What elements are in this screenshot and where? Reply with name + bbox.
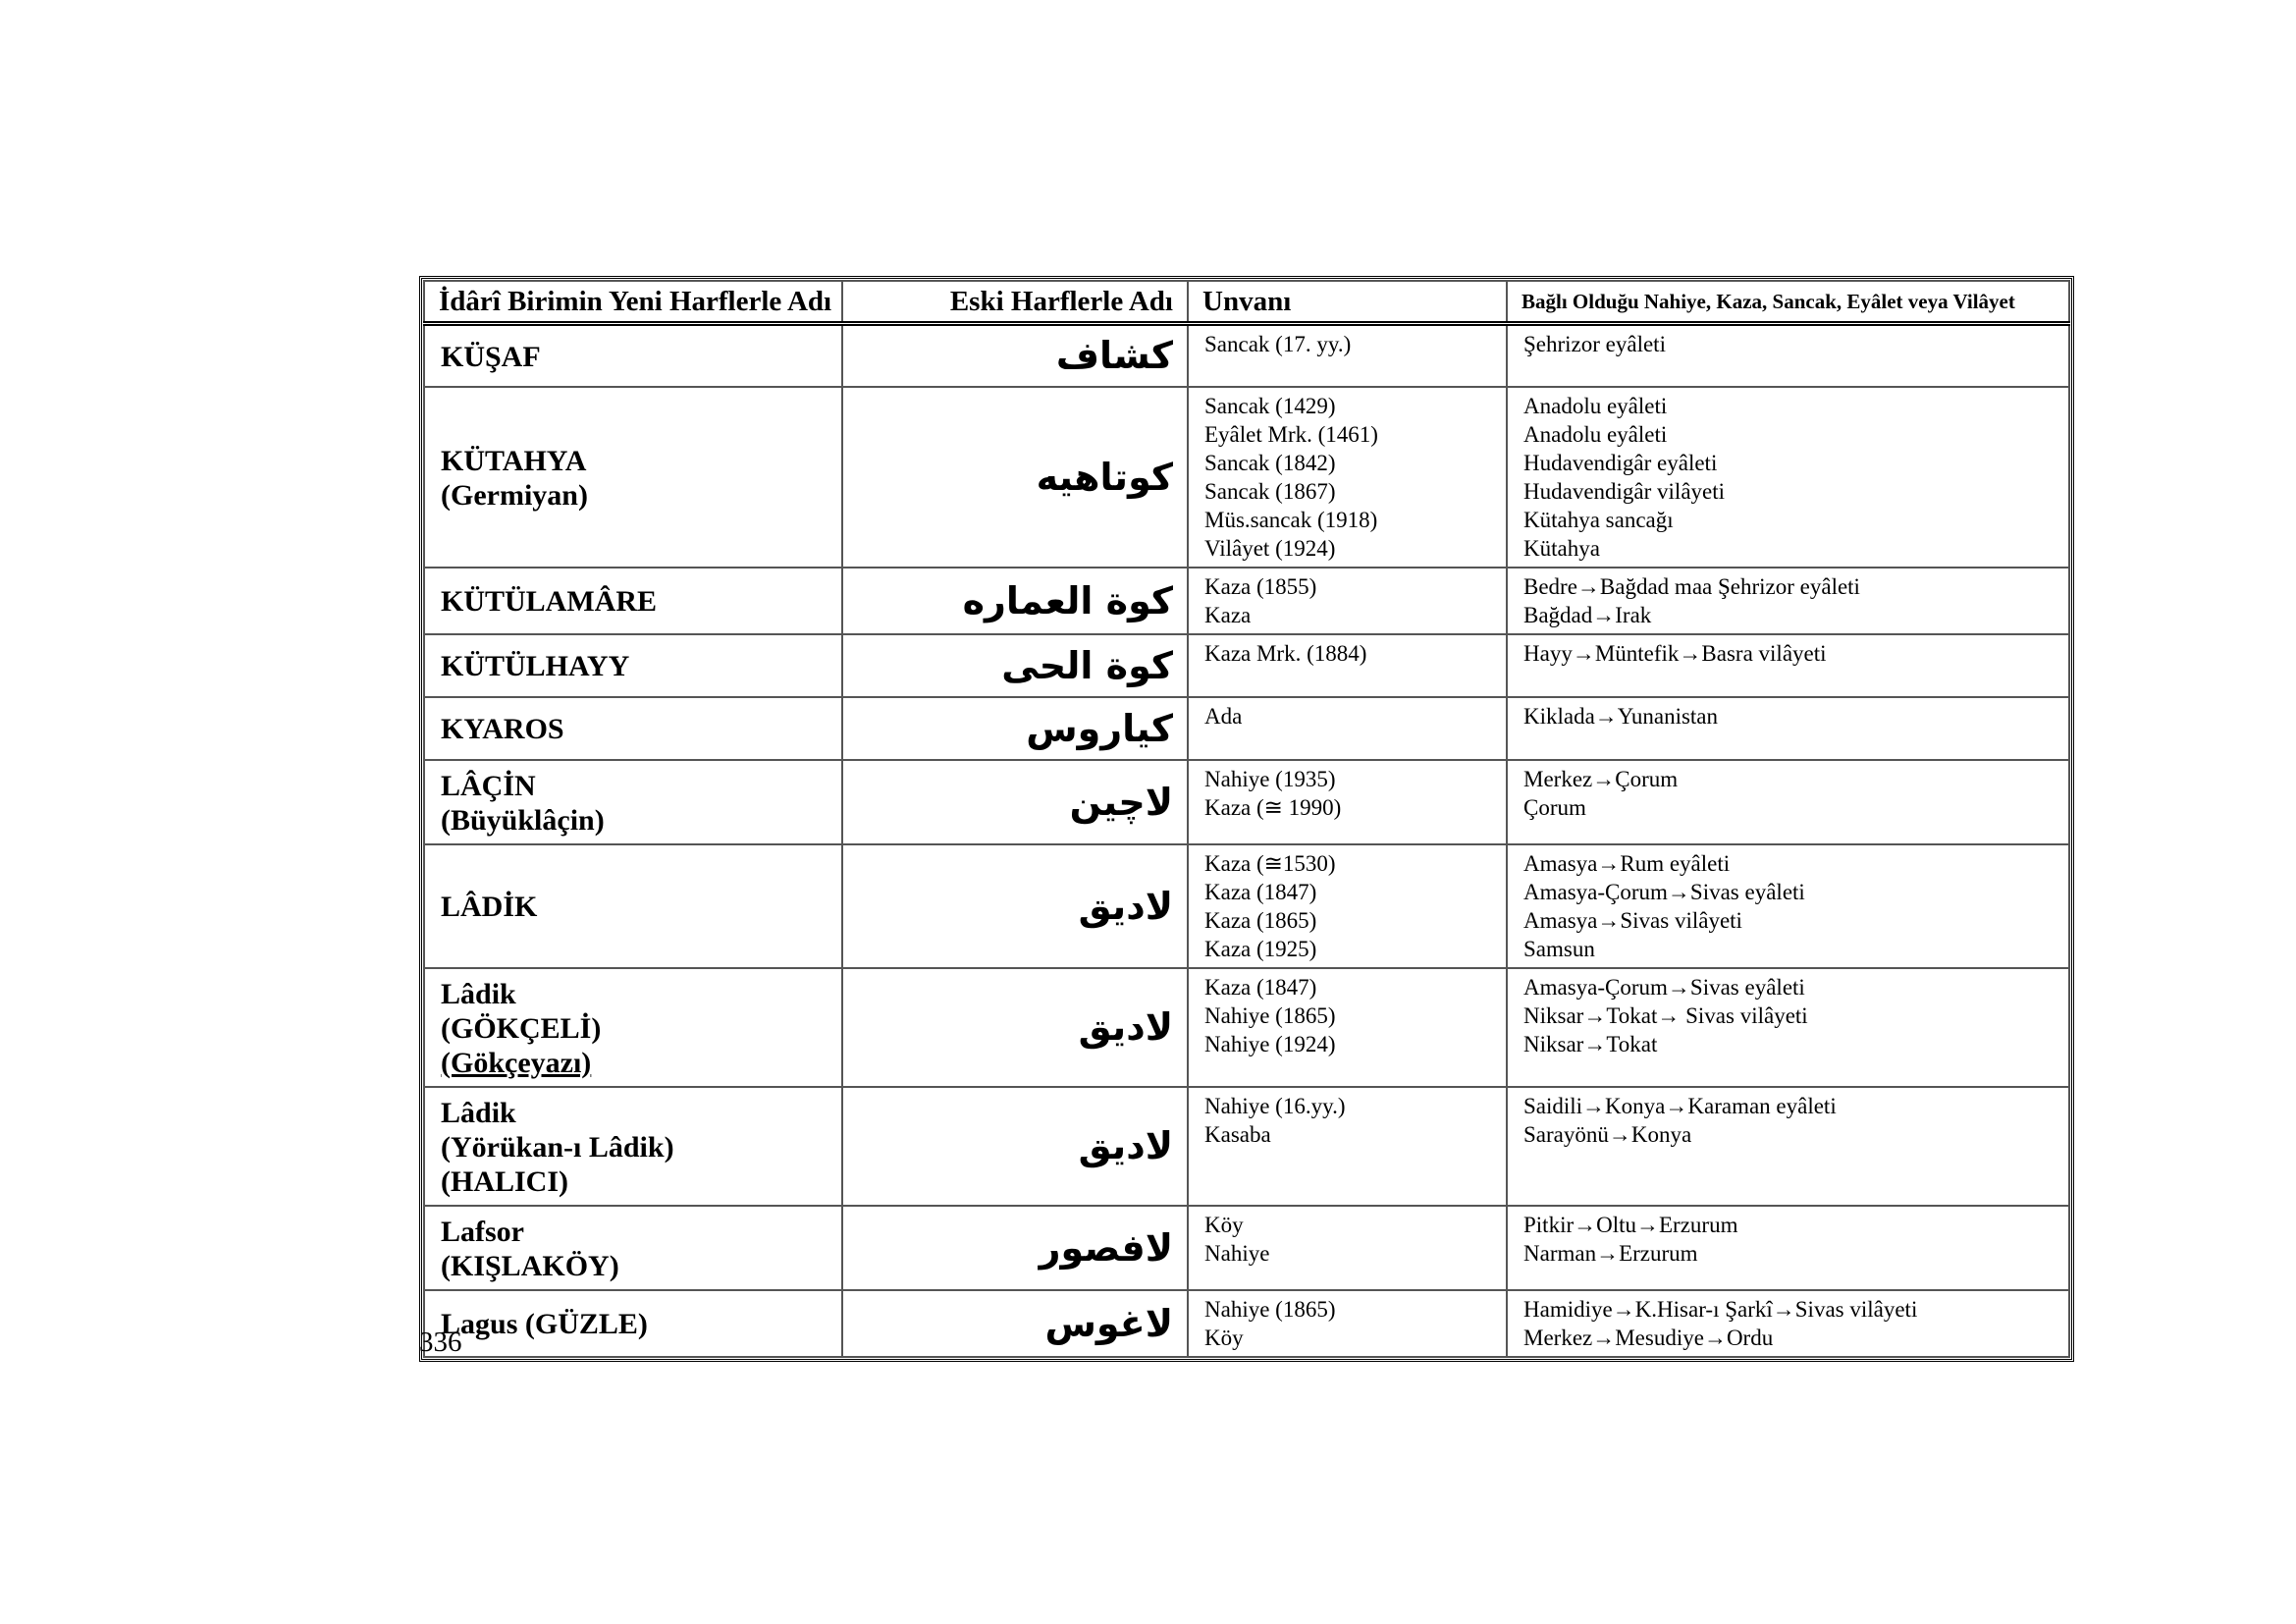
unit-title bbox=[1188, 968, 1507, 1087]
unit-name-line: Lafsor bbox=[441, 1215, 524, 1248]
unit-new-name bbox=[424, 760, 842, 844]
affiliation-line: Hamidiye→K.Hisar-ı Şarkî→Sivas vilâyeti bbox=[1523, 1296, 1918, 1322]
affiliation-line: Amasya→Rum eyâleti bbox=[1523, 850, 1731, 876]
unit-affiliation bbox=[1507, 844, 2069, 968]
unit-new-name bbox=[424, 568, 842, 634]
unit-title bbox=[1188, 387, 1507, 568]
unit-new-name bbox=[424, 634, 842, 697]
unit-old-name: لاغوس bbox=[842, 1290, 1188, 1357]
affiliation-line: Saidili→Konya→Karaman eyâleti bbox=[1523, 1093, 1837, 1118]
affiliation-line: Hudavendigâr vilâyeti bbox=[1523, 478, 1726, 504]
table-row bbox=[424, 387, 2069, 568]
unit-title bbox=[1188, 568, 1507, 634]
unit-old-name: لاديق bbox=[842, 968, 1188, 1087]
header-old-name: Eski Harflerle Adı bbox=[842, 281, 1188, 324]
unit-title bbox=[1188, 1087, 1507, 1206]
table-body bbox=[424, 324, 2069, 1357]
table-row bbox=[424, 634, 2069, 697]
unit-new-name bbox=[424, 844, 842, 968]
table-row bbox=[424, 968, 2069, 1087]
title-line: Nahiye (16.yy.) bbox=[1204, 1093, 1346, 1118]
affiliation-line: Sarayönü→Konya bbox=[1523, 1121, 1692, 1147]
title-line: Kasaba bbox=[1204, 1121, 1271, 1147]
unit-title bbox=[1188, 760, 1507, 844]
title-line: Sancak (1867) bbox=[1204, 478, 1336, 504]
title-line: Ada bbox=[1204, 703, 1243, 729]
title-line: Kaza Mrk. (1884) bbox=[1204, 640, 1367, 666]
unit-new-name bbox=[424, 1290, 842, 1357]
unit-affiliation bbox=[1507, 968, 2069, 1087]
title-line: Sancak (1429) bbox=[1204, 393, 1336, 418]
table-row bbox=[424, 760, 2069, 844]
table-row bbox=[424, 1290, 2069, 1357]
title-line: Nahiye (1935) bbox=[1204, 766, 1336, 791]
affiliation-line: Çorum bbox=[1523, 794, 1586, 820]
unit-old-name: كياروس bbox=[842, 697, 1188, 760]
unit-name-line: (HALICI) bbox=[441, 1164, 569, 1198]
affiliation-line: Kütahya bbox=[1523, 535, 1600, 561]
unit-affiliation bbox=[1507, 1206, 2069, 1290]
table-row bbox=[424, 697, 2069, 760]
affiliation-line: Merkez→Çorum bbox=[1523, 766, 1679, 791]
affiliation-line: Samsun bbox=[1523, 936, 1595, 961]
affiliation-line: Pitkir→Oltu→Erzurum bbox=[1523, 1212, 1738, 1237]
affiliation-line: Amasya→Sivas vilâyeti bbox=[1523, 907, 1742, 933]
title-line: Sancak (17. yy.) bbox=[1204, 332, 1352, 356]
administrative-units-table bbox=[423, 280, 2070, 1358]
unit-new-name bbox=[424, 697, 842, 760]
title-line: Kaza (1865) bbox=[1204, 907, 1317, 933]
table-row bbox=[424, 844, 2069, 968]
unit-old-name: كوة العماره bbox=[842, 568, 1188, 634]
unit-old-name: كشاف bbox=[842, 324, 1188, 387]
unit-old-name: كوتاهيه bbox=[842, 387, 1188, 568]
affiliation-line: Merkez→Mesudiye→Ordu bbox=[1523, 1325, 1774, 1350]
header-title: Unvanı bbox=[1188, 281, 1507, 324]
unit-affiliation bbox=[1507, 1087, 2069, 1206]
unit-title bbox=[1188, 697, 1507, 760]
unit-name-line: Lagus (GÜZLE) bbox=[441, 1308, 648, 1340]
unit-name-line: (Gökçeyazı) bbox=[441, 1046, 592, 1079]
title-line: Sancak (1842) bbox=[1204, 450, 1336, 475]
unit-affiliation bbox=[1507, 568, 2069, 634]
unit-title bbox=[1188, 324, 1507, 387]
table-frame bbox=[419, 276, 2074, 1362]
title-line: Vilâyet (1924) bbox=[1204, 535, 1336, 561]
unit-old-name: لاچين bbox=[842, 760, 1188, 844]
unit-title bbox=[1188, 844, 1507, 968]
unit-old-name: لافصور bbox=[842, 1206, 1188, 1290]
unit-affiliation bbox=[1507, 387, 2069, 568]
unit-name-line: (Yörükan-ı Lâdik) bbox=[441, 1130, 674, 1164]
table-header-row bbox=[424, 281, 2069, 324]
unit-new-name bbox=[424, 1206, 842, 1290]
title-line: Kaza (1847) bbox=[1204, 974, 1317, 1000]
unit-name-line: Lâdik bbox=[441, 977, 516, 1010]
affiliation-line: Niksar→Tokat bbox=[1523, 1031, 1658, 1056]
title-line: Kaza (1847) bbox=[1204, 879, 1317, 904]
title-line: Kaza (1925) bbox=[1204, 936, 1317, 961]
affiliation-line: Kiklada→Yunanistan bbox=[1523, 703, 1719, 729]
unit-title bbox=[1188, 634, 1507, 697]
title-line: Köy bbox=[1204, 1212, 1244, 1237]
unit-name-line: (KIŞLAKÖY) bbox=[441, 1249, 619, 1282]
table-row bbox=[424, 1087, 2069, 1206]
unit-affiliation bbox=[1507, 634, 2069, 697]
title-line: Eyâlet Mrk. (1461) bbox=[1204, 421, 1378, 447]
title-line: Nahiye (1865) bbox=[1204, 1002, 1336, 1028]
unit-name-line: KÜTÜLAMÂRE bbox=[441, 585, 658, 618]
unit-new-name bbox=[424, 968, 842, 1087]
unit-name-line: KÜŞAF bbox=[441, 340, 541, 373]
affiliation-line: Niksar→Tokat→ Sivas vilâyeti bbox=[1523, 1002, 1808, 1028]
title-line: Kaza (≅1530) bbox=[1204, 850, 1336, 876]
affiliation-line: Amasya-Çorum→Sivas eyâleti bbox=[1523, 974, 1805, 1000]
unit-new-name bbox=[424, 1087, 842, 1206]
affiliation-line: Hayy→Müntefik→Basra vilâyeti bbox=[1523, 640, 1827, 666]
unit-affiliation bbox=[1507, 697, 2069, 760]
unit-new-name bbox=[424, 387, 842, 568]
affiliation-line: Narman→Erzurum bbox=[1523, 1240, 1698, 1266]
title-line: Kaza (1855) bbox=[1204, 573, 1317, 599]
title-line: Nahiye bbox=[1204, 1240, 1270, 1266]
unit-title bbox=[1188, 1206, 1507, 1290]
affiliation-line: Hudavendigâr eyâleti bbox=[1523, 450, 1718, 475]
title-line: Nahiye (1924) bbox=[1204, 1031, 1336, 1056]
affiliation-line: Amasya-Çorum→Sivas eyâleti bbox=[1523, 879, 1805, 904]
header-affiliation: Bağlı Olduğu Nahiye, Kaza, Sancak, Eyâlet veya Vilâyet bbox=[1507, 281, 2069, 324]
unit-title bbox=[1188, 1290, 1507, 1357]
affiliation-line: Anadolu eyâleti bbox=[1523, 421, 1668, 447]
affiliation-line: Bedre→Bağdad maa Şehrizor eyâleti bbox=[1523, 573, 1860, 599]
affiliation-line: Şehrizor eyâleti bbox=[1523, 332, 1666, 356]
title-line: Kaza (≅ 1990) bbox=[1204, 794, 1342, 820]
unit-name-line: LÂÇİN bbox=[441, 769, 536, 802]
unit-name-line: (Germiyan) bbox=[441, 478, 588, 512]
unit-name-line: LÂDİK bbox=[441, 891, 538, 923]
unit-affiliation bbox=[1507, 324, 2069, 387]
unit-name-line: Lâdik bbox=[441, 1096, 516, 1129]
unit-affiliation bbox=[1507, 1290, 2069, 1357]
table-row bbox=[424, 324, 2069, 387]
title-line: Kaza bbox=[1204, 602, 1252, 627]
affiliation-line: Kütahya sancağı bbox=[1523, 507, 1674, 532]
unit-old-name: لاديق bbox=[842, 1087, 1188, 1206]
title-line: Nahiye (1865) bbox=[1204, 1296, 1336, 1322]
unit-name-line: KÜTAHYA bbox=[441, 444, 587, 477]
page-number: 336 bbox=[419, 1326, 462, 1358]
unit-new-name bbox=[424, 324, 842, 387]
unit-old-name: كوة الحى bbox=[842, 634, 1188, 697]
table-row bbox=[424, 568, 2069, 634]
unit-name-line: KYAROS bbox=[441, 713, 564, 745]
unit-old-name: لاديق bbox=[842, 844, 1188, 968]
header-new-name: İdârî Birimin Yeni Harflerle Adı bbox=[424, 281, 842, 324]
title-line: Müs.sancak (1918) bbox=[1204, 507, 1378, 532]
unit-name-line: KÜTÜLHAYY bbox=[441, 650, 630, 682]
title-line: Köy bbox=[1204, 1325, 1244, 1350]
unit-name-line: (Büyüklâçin) bbox=[441, 803, 605, 837]
affiliation-line: Anadolu eyâleti bbox=[1523, 393, 1668, 418]
table-row bbox=[424, 1206, 2069, 1290]
affiliation-line: Bağdad→Irak bbox=[1523, 602, 1652, 627]
unit-affiliation bbox=[1507, 760, 2069, 844]
unit-name-line: (GÖKÇELİ) bbox=[441, 1011, 602, 1045]
